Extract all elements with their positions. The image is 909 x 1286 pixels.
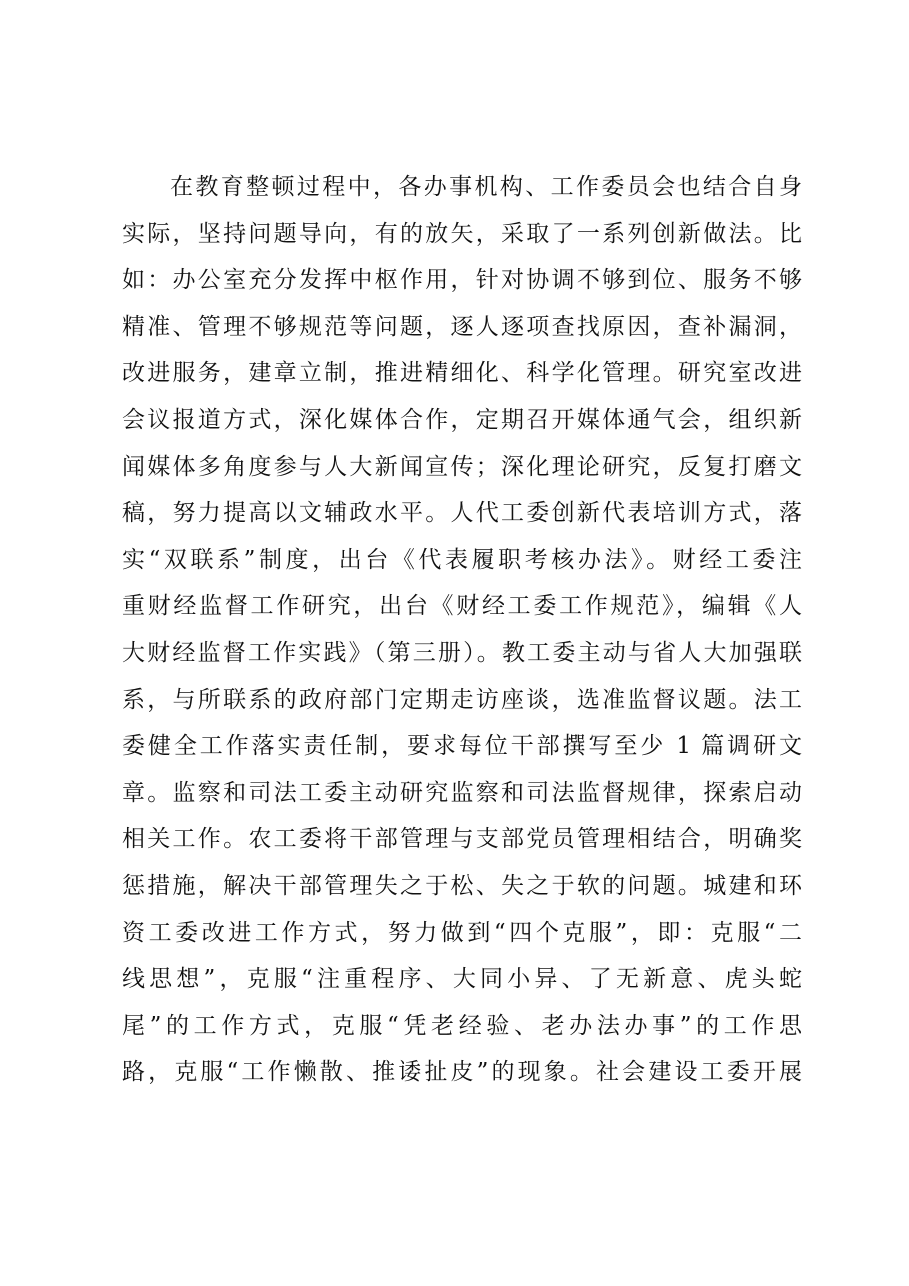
text-line: 如：办公室充分发挥中枢作用，针对协调不够到位、服务不够 — [122, 267, 802, 294]
text-line: 精准、管理不够规范等问题，逐人逐项查找原因，查补漏洞， — [122, 313, 802, 340]
text-line: 实“双联系”制度，出台《代表履职考核办法》。财经工委注 — [122, 546, 802, 573]
text-line: 章。监察和司法工委主动研究监察和司法监督规律，探索启动 — [122, 779, 802, 806]
text-line: 惩措施，解决干部管理失之于松、失之于软的问题。城建和环 — [122, 872, 802, 899]
text-line: 重财经监督工作研究，出台《财经工委工作规范》，编辑《人 — [122, 593, 802, 620]
text-line: 大财经监督工作实践》（第三册）。教工委主动与省人大加强联 — [122, 639, 802, 666]
body-paragraph — [122, 164, 802, 1096]
text-line: 相关工作。农工委将干部管理与支部党员管理相结合，明确奖 — [122, 826, 802, 853]
text-line: 系，与所联系的政府部门定期走访座谈，选准监督议题。法工 — [122, 686, 802, 713]
text-line: 资工委改进工作方式，努力做到“四个克服”，即：克服“二 — [122, 919, 802, 946]
text-line: 在教育整顿过程中，各办事机构、工作委员会也结合自身 — [170, 174, 802, 200]
text-line: 会议报道方式，深化媒体合作，定期召开媒体通气会，组织新 — [122, 406, 802, 433]
text-line: 尾”的工作方式，克服“凭老经验、老办法办事”的工作思 — [122, 1012, 802, 1039]
text-line: 闻媒体多角度参与人大新闻宣传；深化理论研究，反复打磨文 — [122, 453, 802, 480]
text-line: 委健全工作落实责任制，要求每位干部撰写至少 1 篇调研文 — [122, 733, 802, 760]
text-line: 实际，坚持问题导向，有的放矢，采取了一系列创新做法。比 — [122, 220, 802, 247]
text-line: 稿，努力提高以文辅政水平。人代工委创新代表培训方式，落 — [122, 500, 802, 527]
text-line: 改进服务，建章立制，推进精细化、科学化管理。研究室改进 — [122, 360, 802, 387]
text-line: 线思想”，克服“注重程序、大同小异、了无新意、虎头蛇 — [122, 966, 802, 993]
text-line: 路，克服“工作懒散、推诿扯皮”的现象。社会建设工委开展 — [122, 1059, 802, 1086]
